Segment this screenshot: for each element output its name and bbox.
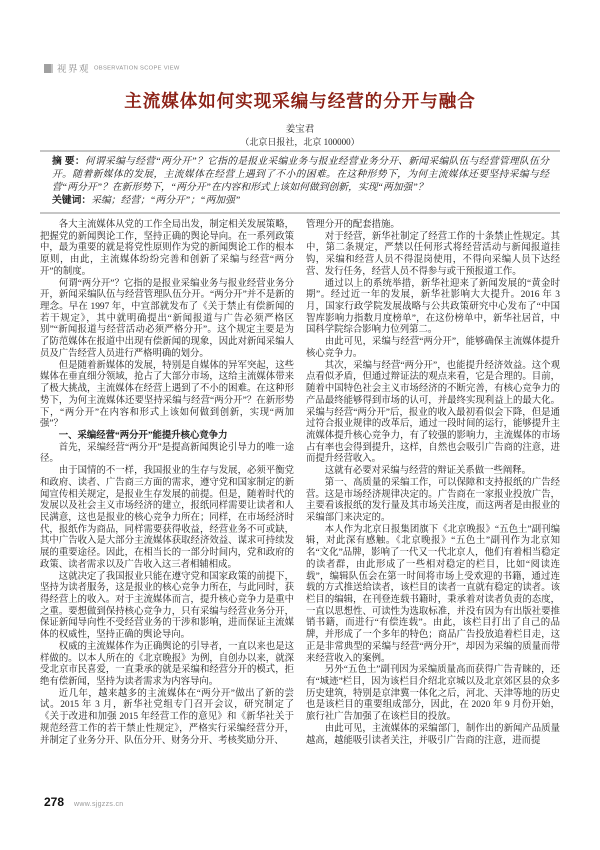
abstract-divider-bottom <box>40 212 560 214</box>
abstract-divider-top <box>40 150 560 152</box>
paragraph: 对于经营，新华社制定了经营工作的十条禁止性规定。其中，第二条规定，严禁以任何形式将经营活动与新闻报道挂钩，采编和经营人员不得混岗使用，不得向采编人员下达经营、发行任务，经营人员不得参与或干预报道工作。 <box>306 231 560 277</box>
journal-website: www.sjgzzs.cn <box>74 801 124 808</box>
abstract-label: 摘 要： <box>52 156 85 167</box>
paragraph: 何谓“两分开”？它指的是报业采编业务与报业经营业务分开，新闻采编队伍与经营管理队伍分开。“两分开”并不是新的理念。早在 1997 年，中宣部就发布了《关于禁止有偿新闻的若干规定》，其中就明确提出“新闻报道与广告必须严格区别”“新闻报道与经营活动必须严格分开”。这个规定主要是为了防范媒体在报道中出现有偿新闻的现象，因此对新闻采编人员及广告经营人员进行严格明确的划分。 <box>40 278 294 359</box>
paragraph: 由此可见，主流媒体的采编部门，制作出的新闻产品质量越高，越能吸引读者关注，并吸引广告商的注意，进而提 <box>306 723 560 746</box>
author-name: 姜宝君 <box>285 125 315 135</box>
paragraph: 由此可见，采编与经营“两分开”，能够确保主流媒体提升核心竞争力。 <box>306 337 560 359</box>
journal-section-header <box>44 61 199 75</box>
section-name-en: OBSERVATION SCOPE VIEW <box>94 65 180 71</box>
paragraph: 各大主流媒体从党的工作全局出发，制定相关发展策略，把握党的新闻舆论工作，坚持正确的舆论导向。在一系列政策中，最为重要的就是将党性原则作为党的新闻舆论工作的根本原则，由此，主流媒体纷纷完善和创新了采编与经营“两分开”的制度。 <box>40 220 294 277</box>
abstract-block <box>52 156 549 208</box>
paragraph: 第一、高质量的采编工作，可以保障和支持报纸的广告经营。这是市场经济规律决定的。广告商在一家报业投放广告，主要看该报纸的发行量及其市场关注度，而这两者是由报业的采编部门来决定的。 <box>306 477 560 523</box>
paragraph: 这就决定了我国报业只能在遵守党和国家政策的前提下，坚持为读者服务，这是报业的核心竞争力所在，与此同时，获得经营上的收入。对于主流媒体而言，提升核心竞争力是重中之重。要想做到保持核心竞争力，只有采编与经营业务分开，保证新闻导向性不受经营业务的干涉和影响，进而保证主流媒体的权威性，坚持正确的舆论导向。 <box>40 571 294 641</box>
paragraph: 首先，采编经营“两分开”是提高新闻舆论引导力的唯一途径。 <box>40 442 294 465</box>
page-title: 主流媒体如何实现采编与经营的分开与融合 <box>124 91 476 111</box>
abstract-text: 何谓采编与经营“两分开”？它指的是报业采编业务与报业经营业务分开、新闻采编队伍与经营管理队伍分开。随着新媒体的发展，主流媒体在经营上遇到了不小的困难。在这种形势下，为何主流媒体还要坚持采编与经营“两分开”？在新形势下，“两分开”在内容和形式上该如何做到创新，实现“两加强”？ <box>52 156 549 193</box>
paragraph: 这就有必要对采编与经营的辩证关系做一些阐释。 <box>324 466 532 477</box>
body-column-left <box>40 220 294 747</box>
paragraph: 另外“五色土”副刊因为采编质量高而获得广告青睐的，还有“城迹”栏目，因为该栏目介绍北京城以及北京郊区县的众多历史建筑，特别是京津冀一体化之后，河北、天津等地的历史也是该栏目的重要组成部分，因此，在 2020 年 9 月份开始，旅行社广告加强了在该栏目的投放。 <box>306 665 560 723</box>
section-mark-icon <box>44 64 53 73</box>
author-affiliation: （北京日报社，北京 100000） <box>240 137 360 147</box>
page-number: 278 <box>44 795 65 809</box>
keywords-line <box>52 195 549 208</box>
paragraph: 但是随着新媒体的发展，特别是自媒体的异军突起，这些媒体在垂直细分领域，抢占了大部分市场，这给主流媒体带来了极大挑战，主流媒体在经营上遇到了不小的困难。在这种形势下，为何主流媒体还要坚持采编与经营“两分开”？在新形势下，“两分开”在内容和形式上该如何做到创新，实现“两加强”？ <box>40 360 294 430</box>
section-name-cn: 视界观 <box>57 64 91 75</box>
paragraph: 由于国情的不一样，我国报业的生存与发展，必须平衡党和政府、读者、广告商三方面的需求，遵守党和国家制定的新闻宣传相关规定，是报业生存发展的前提。但是，随着时代的发展以及社会主义市场经济的建立，报纸同样需要让读者和人民满意，这也是报业的核心竞争力所在；同样，在市场经济时代，报纸作为商品，同样需要获得收益，经营业务不可或缺，其中广告收入是大部分主流媒体获取经济效益、谋求可持续发展的重要途径。因此，在相当长的一部分时间内，党和政府的政策、读者需求以及广告收入这三者相辅相成。 <box>40 466 294 570</box>
keywords-text: 采编；经营；“两分开”；“两加强” <box>91 194 241 206</box>
paragraph: 权威的主流媒体作为正确舆论的引导者，一直以来也是这样做的。以本人所在的《北京晚报》为例，自创办以来，就深受北京市民喜爱，一直秉承的就是采编和经营分开的模式，拒绝有偿新闻，坚持为读者需求为内容导向。 <box>40 641 294 688</box>
paragraph: 本人作为北京日报集团旗下《北京晚报》“五色土”副刊编辑，对此深有感触。《北京晚报》“五色土”副刊作为北京知名“文化”品牌，影响了一代又一代北京人，他们有着相当稳定的读者群，由此形成了一些相对稳定的栏目，比如“阅读连载”，编辑队伍会在第一时间将市场上受欢迎的书籍，通过连载的方式推送给读者，该栏目的读者一直就有稳定的读者。该栏目的编辑，在刊登连载书籍时，秉承着对读者负责的态度，一直以思想性、可读性为选取标准，并没有因为有出版社要推销书籍，而进行“有偿连载”。由此，该栏目打出了自己的品牌，并形成了一个多年的特色；商品广告投放追着栏目走，这正是非常典型的采编与经营“两分开”，却因为采编的质量而带来经营收入的案例。 <box>306 524 560 664</box>
page-footer <box>44 795 123 809</box>
section-heading: 一、采编经营“两分开”能提升核心竞争力 <box>58 430 228 441</box>
paragraph: 通过以上的系统举措，新华社迎来了新闻发展的“黄金时期”。经过近一年的发展，新华社影响大大提升。2016 年 3 月，国家行政学院发展战略与公共政策研究中心发布了“中国智库影响力指数月度榜单”，在这份榜单中，新华社居首，中国科学院综合影响力位列第二。 <box>306 278 560 336</box>
body-column-right <box>306 220 560 747</box>
paragraph: 其次，采编与经营“两分开”，也能提升经济效益。这个观点看似矛盾，但通过辩证法的观点来看，它是合理的。目前，随着中国特色社会主义市场经济的不断完善，有核心竞争力的产品最终能够得到市场的认可，并最终实现利益上的最大化。采编与经营“两分开”后，报业的收入最初看似会下降，但是通过符合报业规律的改革后，通过一段时间的运行，能够提升主流媒体提升核心竞争力，有了较强的影响力，主流媒体的市场占有率也会得到提升，这样，自然也会吸引广告商的注意，进而提升经营收入。 <box>306 360 560 465</box>
paragraph: 近几年，越来越多的主流媒体在“两分开”做出了新的尝试。2015 年 3 月，新华社党组专门召开会议，研究制定了《关于改进和加强 2015 年经营工作的意见》和《新华社关于规范经营工作的若干禁止性规定》，严格实行采编经营分开，并制定了业务分开、队伍分开、财务分开、考核奖励分开、 <box>40 688 294 746</box>
keywords-label: 关键词： <box>52 194 92 206</box>
abstract-paragraph <box>52 156 549 195</box>
paragraph-continuation: 管理分开的配套措施。 <box>306 220 400 230</box>
